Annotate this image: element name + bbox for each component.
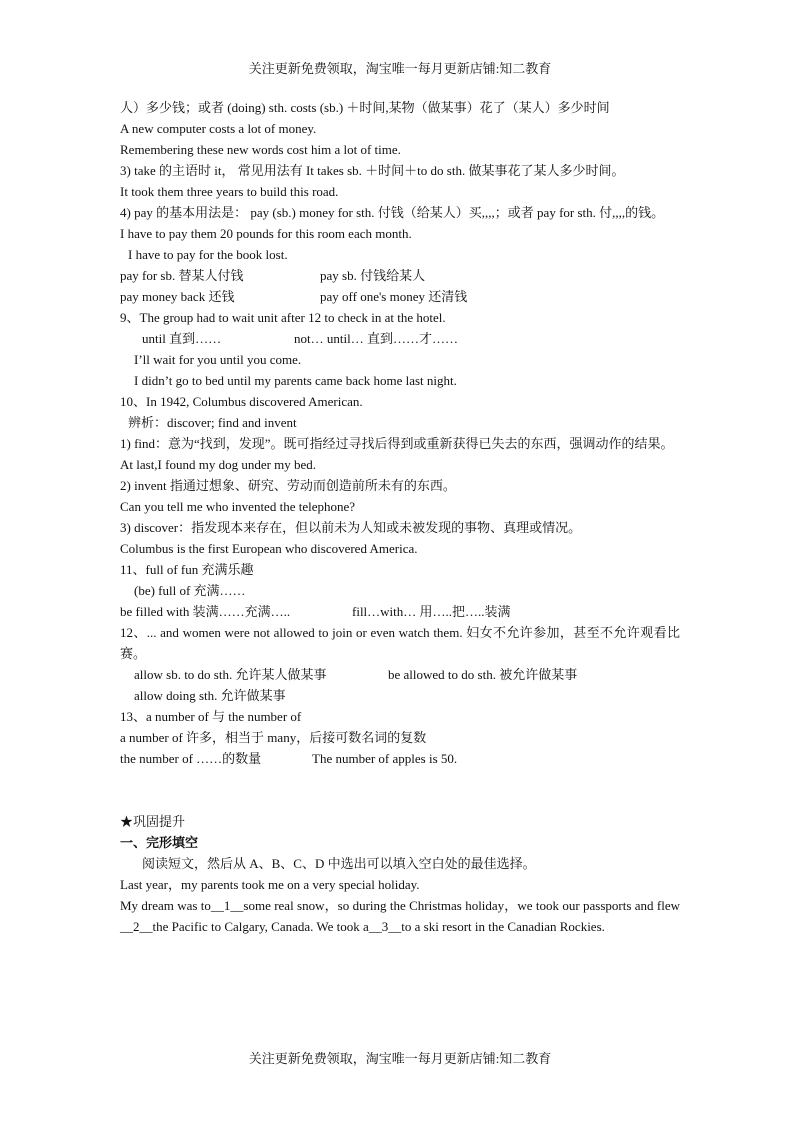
phrase: be filled with 装满……充满….. <box>120 604 291 619</box>
phrase: the number of ……的数量 <box>120 751 262 766</box>
text-line <box>120 328 680 349</box>
text-line <box>120 265 680 286</box>
phrase: pay off one's money 还清钱 <box>320 289 468 304</box>
text-line: 1) find：意为“找到，发现”。既可指经过寻找后得到或重新获得已失去的东西，强调动作的结果。 <box>120 436 674 451</box>
text-line <box>120 286 680 307</box>
page-footer: 关注更新免费领取，淘宝唯一每月更新店铺:知二教育 <box>248 1051 552 1066</box>
text-line: (be) full of 充满…… <box>134 583 246 598</box>
section-title: ★巩固提升 <box>120 814 186 829</box>
text-line: 3) discover：指发现本来存在，但以前未为人知或未被发现的事物、真理或情况。 <box>120 520 582 535</box>
text-line: Can you tell me who invented the telephone? <box>120 499 356 514</box>
section-gap <box>120 769 680 811</box>
text-line: It took them three years to build this road. <box>120 184 339 199</box>
text-line: At last,I found my dog under my bed. <box>120 457 317 472</box>
instruction-text: 阅读短文，然后从 A、B、C、D 中选出可以填入空白处的最佳选择。 <box>142 856 536 871</box>
text-line: 2) invent 指通过想象、研究、劳动而创造前所未有的东西。 <box>120 478 456 493</box>
phrase: pay sb. 付钱给某人 <box>320 268 426 283</box>
text-line: Last year，my parents took me on a very special holiday. <box>120 877 420 892</box>
text-line: 辨析：discover; find and invent <box>128 415 297 430</box>
section-heading: 一、完形填空 <box>120 835 199 850</box>
text-line <box>120 748 680 769</box>
phrase: fill…with… 用…..把…..装满 <box>352 604 511 619</box>
phrase: The number of apples is 50. <box>312 751 458 766</box>
phrase: pay money back 还钱 <box>120 289 235 304</box>
text-line: Remembering these new words cost him a lot of time. <box>120 142 401 157</box>
phrase: be allowed to do sth. 被允许做某事 <box>388 667 578 682</box>
text-line: I have to pay them 20 pounds for this room each month. <box>120 226 412 241</box>
text-line: 人）多少钱；或者 (doing) sth. costs (sb.) ＋时间,某物（做某事）花了（某人）多少时间 <box>120 100 610 115</box>
passage-text: My dream was to__1__some real snow，so during the Christmas holiday，we took our passports and flew __2__the Pacific to Calgary, Canada. We took a__3__to a ski resort in the Canadian Rockies. <box>120 898 680 934</box>
text-line: 11、full of fun 充满乐趣 <box>120 562 254 577</box>
phrase: not… until… 直到……才…… <box>294 331 458 346</box>
text-line: 10、In 1942, Columbus discovered American. <box>120 394 363 409</box>
text-line: I’ll wait for you until you come. <box>134 352 302 367</box>
text-line: 12、... and women were not allowed to join or even watch them. 妇女不允许参加，甚至不允许观看比赛。 <box>120 625 680 661</box>
text-line: I didn’t go to bed until my parents came back home last night. <box>134 373 457 388</box>
text-line: a number of 许多，相当于 many，后接可数名词的复数 <box>120 730 427 745</box>
text-line: allow doing sth. 允许做某事 <box>134 688 286 703</box>
text-line: I have to pay for the book lost. <box>128 247 288 262</box>
text-line: 4) pay 的基本用法是： pay (sb.) money for sth. 付钱（给某人）买,,,,；或者 pay for sth. 付,,,,的钱。 <box>120 205 665 220</box>
phrase: allow sb. to do sth. 允许某人做某事 <box>134 667 327 682</box>
text-line: 9、The group had to wait unit after 12 to check in at the hotel. <box>120 310 446 325</box>
text-line <box>120 664 680 685</box>
text-line: 13、a number of 与 the number of <box>120 709 302 724</box>
document-body <box>120 97 680 937</box>
text-line <box>120 601 680 622</box>
page-header: 关注更新免费领取，淘宝唯一每月更新店铺:知二教育 <box>248 61 552 76</box>
text-line: 3) take 的主语时 it， 常见用法有 It takes sb. ＋时间＋to do sth. 做某事花了某人多少时间。 <box>120 163 625 178</box>
phrase: pay for sb. 替某人付钱 <box>120 268 244 283</box>
text-line: A new computer costs a lot of money. <box>120 121 317 136</box>
phrase: until 直到…… <box>142 331 222 346</box>
text-line: Columbus is the first European who discovered America. <box>120 541 418 556</box>
